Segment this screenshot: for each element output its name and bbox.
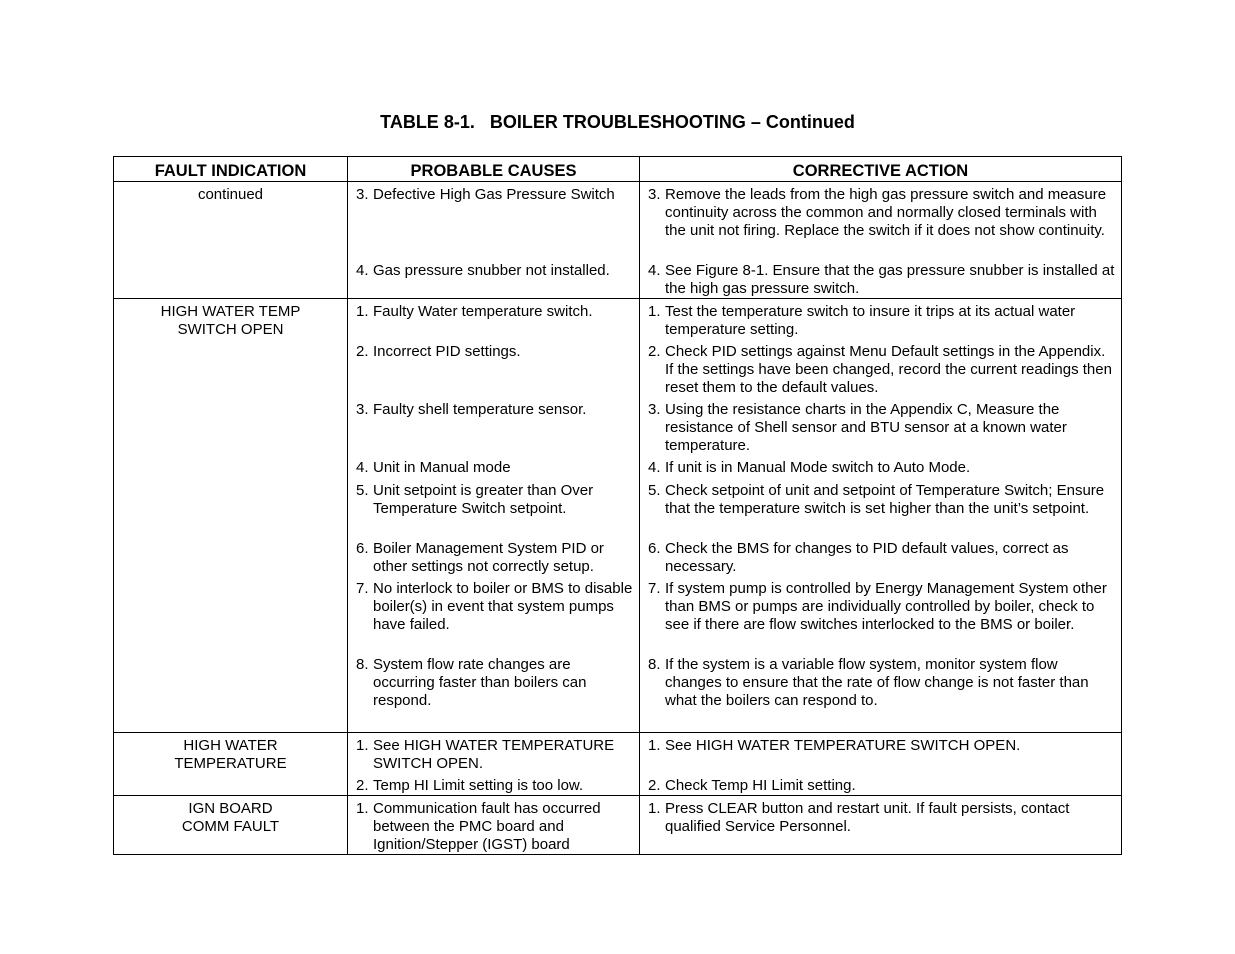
fault-label-line: IGN BOARD: [188, 800, 273, 817]
header-row: [114, 157, 1122, 182]
action-text: Check PID settings against Menu Default settings in the Appendix. If the settings have been changed, record the current readings then reset them to the default values.: [665, 343, 1112, 396]
action-text: Check the BMS for changes to PID default values, correct as necessary.: [665, 540, 1069, 575]
action-text: See HIGH WATER TEMPERATURE SWITCH OPEN.: [665, 737, 1021, 754]
fault-cell: [114, 796, 348, 855]
action-text: Press CLEAR button and restart unit. If fault persists, contact qualified Service Personnel.: [665, 800, 1070, 835]
cause-text: Boiler Management System PID or other settings not correctly setup.: [373, 540, 604, 575]
action-text: Remove the leads from the high gas pressure switch and measure continuity across the common and normally closed terminals with the unit not firing. Replace the switch if it does not show continuity.: [665, 186, 1107, 239]
cause-text: Incorrect PID settings.: [373, 343, 521, 360]
fault-label-line: HIGH WATER: [183, 737, 278, 754]
action-number: 5.: [648, 482, 661, 499]
action-number: 3.: [648, 186, 661, 203]
cause-number: 7.: [356, 580, 369, 597]
causes-cell: [348, 182, 640, 299]
actions-cell: [640, 182, 1122, 299]
fault-label: continued: [197, 186, 264, 203]
cause-number: 8.: [356, 656, 369, 673]
cause-number: 2.: [356, 343, 369, 360]
action-text: Using the resistance charts in the Appendix C, Measure the resistance of Shell sensor and BTU sensor at a known water temperature.: [665, 401, 1067, 454]
fault-label-line: COMM FAULT: [181, 818, 280, 835]
action-text: Test the temperature switch to insure it trips at its actual water temperature setting.: [665, 303, 1076, 338]
action-number: 1.: [648, 303, 661, 320]
action-text: Check Temp HI Limit setting.: [665, 777, 856, 794]
cause-text: Faulty Water temperature switch.: [373, 303, 593, 320]
fault-cell: [114, 182, 348, 299]
action-text: If system pump is controlled by Energy Management System other than BMS or pumps are individually controlled by boiler, check to see if there are flow switches interlocked to the BMS or boiler.: [665, 580, 1107, 633]
cause-text: See HIGH WATER TEMPERATURE SWITCH OPEN.: [373, 737, 615, 772]
cause-text: Unit setpoint is greater than Over Temperature Switch setpoint.: [373, 482, 594, 517]
cause-number: 3.: [356, 186, 369, 203]
probable-causes-header: PROBABLE CAUSES: [348, 157, 640, 182]
causes-cell: [348, 299, 640, 733]
cause-text: No interlock to boiler or BMS to disable boiler(s) in event that system pumps have failed.: [373, 580, 633, 633]
table-row: [114, 299, 1122, 733]
cause-number: 1.: [356, 303, 369, 320]
cause-number: 1.: [356, 800, 369, 817]
action-text: If the system is a variable flow system, monitor system flow changes to ensure that the rate of flow change is not faster than what the boilers can respond to.: [665, 656, 1089, 709]
cause-number: 2.: [356, 777, 369, 794]
cause-number: 1.: [356, 737, 369, 754]
action-number: 6.: [648, 540, 661, 557]
cause-text: Unit in Manual mode: [373, 459, 511, 476]
cause-text: Faulty shell temperature sensor.: [373, 401, 587, 418]
fault-label-line: SWITCH OPEN: [177, 321, 284, 338]
cause-text: Communication fault has occurred between the PMC board and Ignition/Stepper (IGST) board: [373, 800, 601, 853]
fault-label-line: TEMPERATURE: [174, 755, 287, 772]
actions-cell: [640, 796, 1122, 855]
troubleshooting-table: [113, 156, 1122, 855]
table-row: [114, 182, 1122, 299]
corrective-action-header: CORRECTIVE ACTION: [640, 157, 1122, 182]
cause-number: 3.: [356, 401, 369, 418]
fault-label-line: HIGH WATER TEMP: [160, 303, 301, 320]
action-number: 3.: [648, 401, 661, 418]
action-number: 1.: [648, 737, 661, 754]
action-number: 4.: [648, 459, 661, 476]
fault-cell: [114, 299, 348, 733]
action-text: If unit is in Manual Mode switch to Auto Mode.: [665, 459, 971, 476]
fault-indication-header: FAULT INDICATION: [114, 157, 348, 182]
causes-cell: [348, 796, 640, 855]
cause-text: Defective High Gas Pressure Switch: [373, 186, 615, 203]
cause-number: 6.: [356, 540, 369, 557]
action-number: 8.: [648, 656, 661, 673]
cause-text: System flow rate changes are occurring faster than boilers can respond.: [373, 656, 587, 709]
cause-number: 4.: [356, 262, 369, 279]
fault-cell: [114, 733, 348, 796]
cause-text: Gas pressure snubber not installed.: [373, 262, 610, 279]
action-text: See Figure 8-1. Ensure that the gas pressure snubber is installed at the high gas pressure switch.: [665, 262, 1115, 297]
table-row: [114, 796, 1122, 855]
actions-cell: [640, 733, 1122, 796]
table-row: [114, 733, 1122, 796]
cause-number: 5.: [356, 482, 369, 499]
causes-cell: [348, 733, 640, 796]
actions-cell: [640, 299, 1122, 733]
table-title: TABLE 8-1. BOILER TROUBLESHOOTING – Continued: [380, 112, 855, 132]
action-number: 2.: [648, 343, 661, 360]
action-number: 1.: [648, 800, 661, 817]
action-number: 2.: [648, 777, 661, 794]
action-number: 7.: [648, 580, 661, 597]
cause-text: Temp HI Limit setting is too low.: [373, 777, 584, 794]
cause-number: 4.: [356, 459, 369, 476]
action-text: Check setpoint of unit and setpoint of Temperature Switch; Ensure that the temperature switch is set higher than the unit’s setpoint.: [665, 482, 1105, 517]
action-number: 4.: [648, 262, 661, 279]
